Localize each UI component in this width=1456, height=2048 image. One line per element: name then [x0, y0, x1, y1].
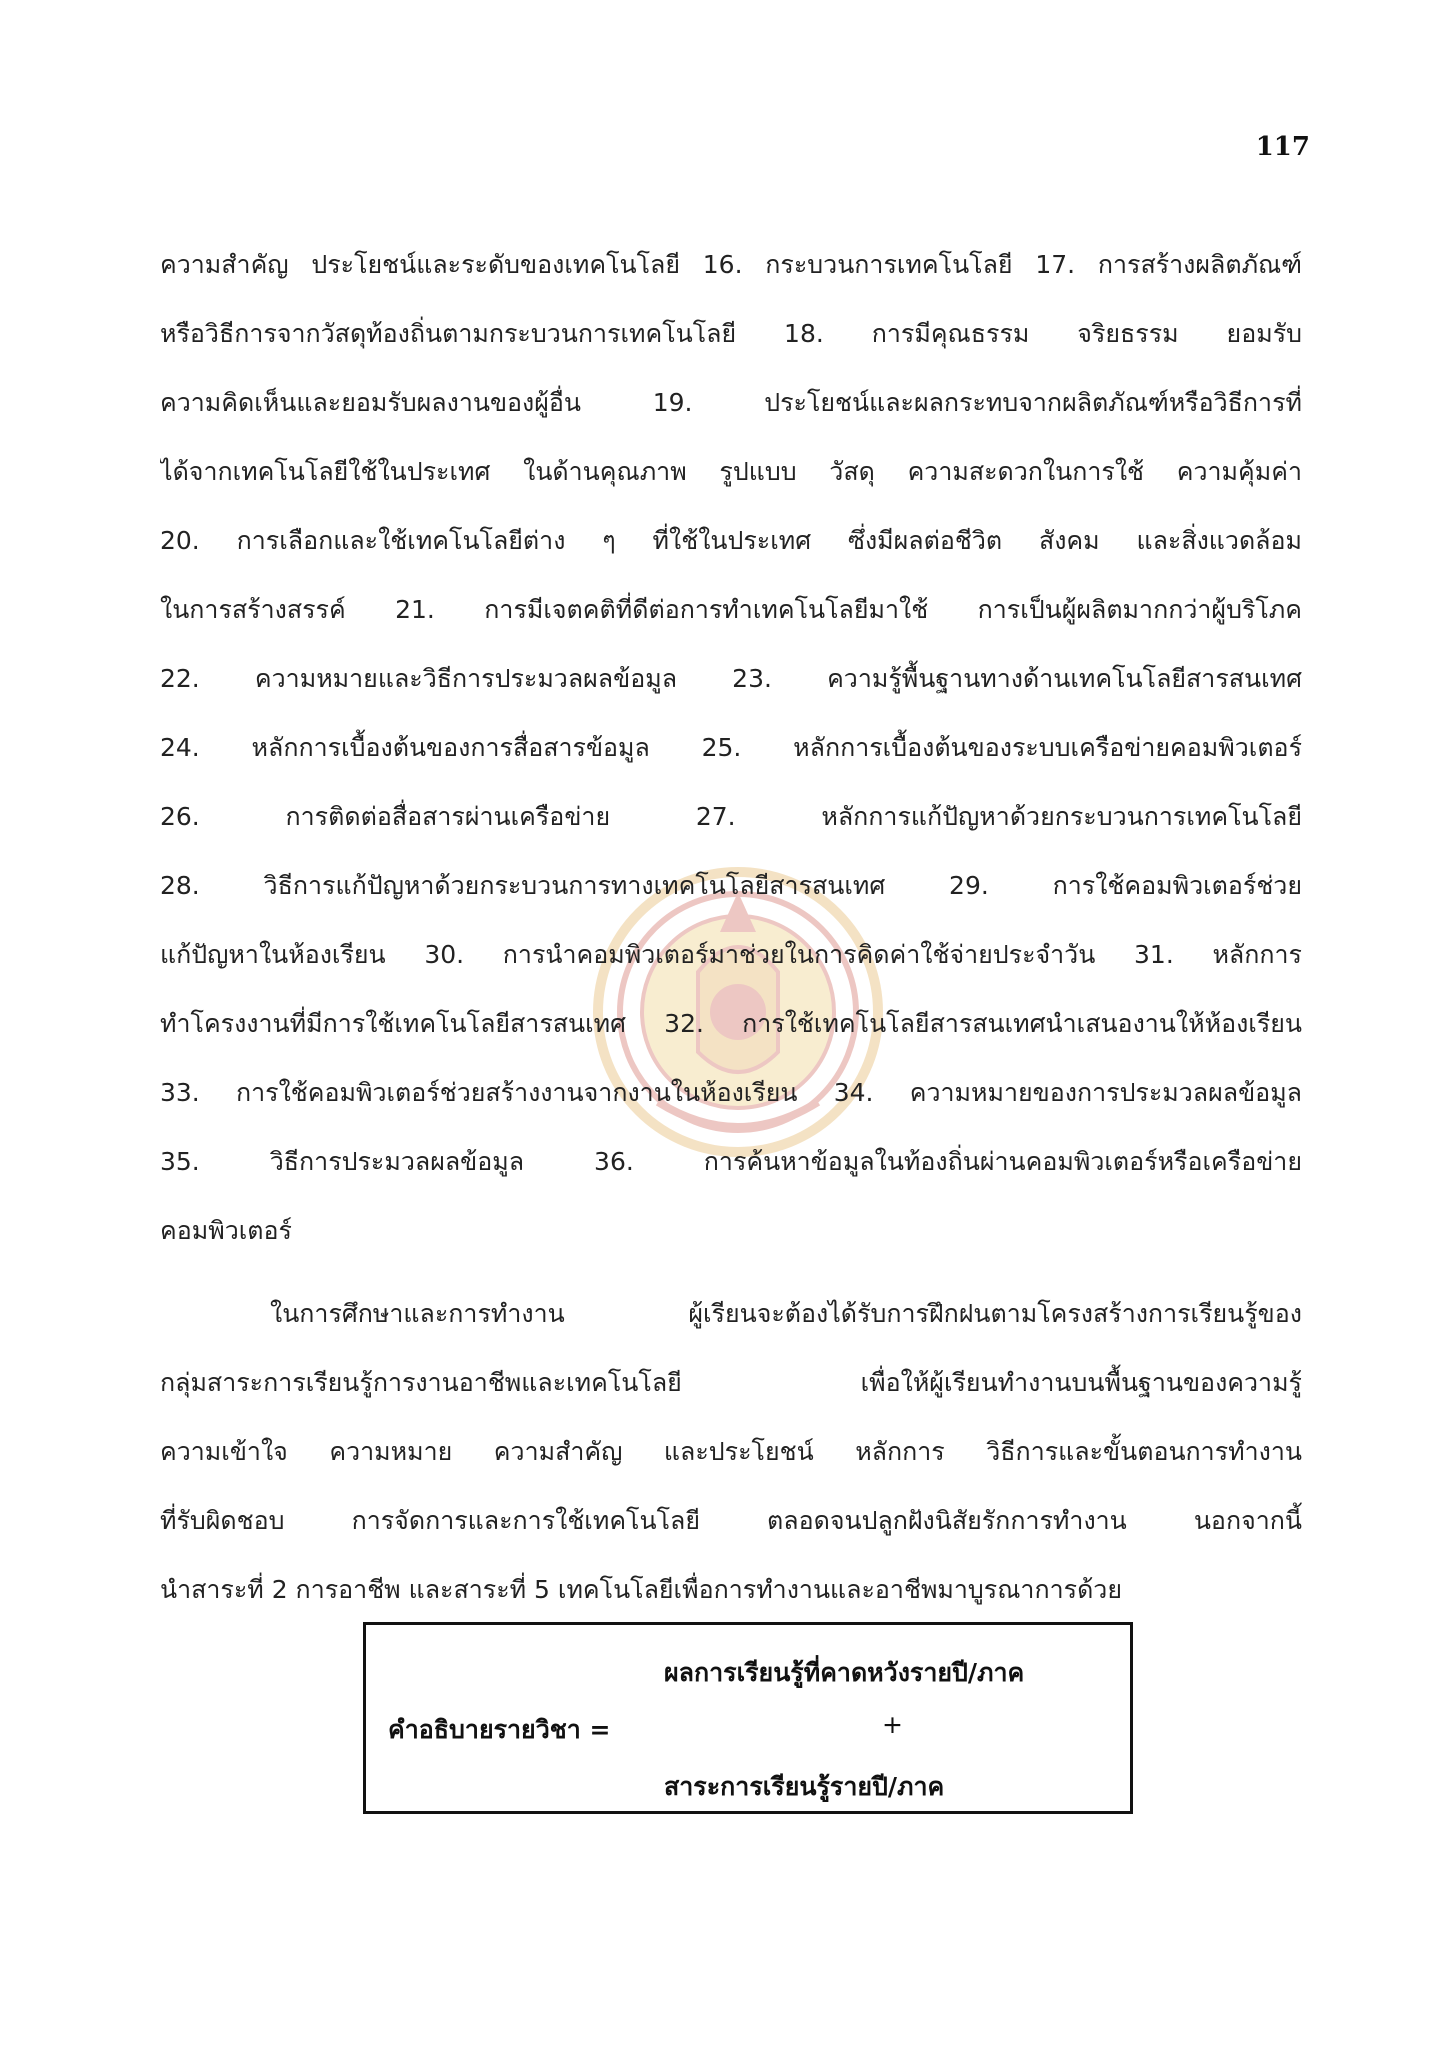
text-line: ความคิดเห็นและยอมรับผลงานของผู้อื่น 19. ประโยชน์และผลกระทบจากผลิตภัณฑ์หรือวิธีการที่ [160, 388, 1302, 417]
paragraph-1 [160, 230, 1302, 1265]
formula-lhs: คำอธิบายรายวิชา = [388, 1715, 611, 1744]
text-line: ทำโครงงานที่มีการใช้เทคโนโลยีสารสนเทศ 32. การใช้เทคโนโลยีสารสนเทศนำเสนองานให้ห้องเรียน [160, 1009, 1302, 1038]
text-line: แก้ปัญหาในห้องเรียน 30. การนำคอมพิวเตอร์มาช่วยในการคิดค่าใช้จ่ายประจำวัน 31. หลักการ [160, 940, 1302, 969]
formula-top-term: ผลการเรียนรู้ที่คาดหวังรายปี/ภาค [664, 1658, 1025, 1687]
text-line: ในการศึกษาและการทำงาน ผู้เรียนจะต้องได้รับการฝึกฝนตามโครงสร้างการเรียนรู้ของ [270, 1299, 1302, 1328]
text-line: คอมพิวเตอร์ [160, 1216, 292, 1245]
text-line: ได้จากเทคโนโลยีใช้ในประเทศ ในด้านคุณภาพ รูปแบบ วัสดุ ความสะดวกในการใช้ ความคุ้มค่า [160, 457, 1302, 486]
body-text [160, 230, 1302, 1624]
text-line: ที่รับผิดชอบ การจัดการและการใช้เทคโนโลยี ตลอดจนปลูกฝังนิสัยรักการทำงาน นอกจากนี้ [160, 1506, 1302, 1535]
formula-bottom-term: สาระการเรียนรู้รายปี/ภาค [664, 1772, 945, 1801]
text-line: 26. การติดต่อสื่อสารผ่านเครือข่าย 27. หลักการแก้ปัญหาด้วยกระบวนการเทคโนโลยี [160, 802, 1302, 831]
page-number: 117 [1255, 132, 1310, 162]
text-line: 35. วิธีการประมวลผลข้อมูล 36. การค้นหาข้อมูลในท้องถิ่นผ่านคอมพิวเตอร์หรือเครือข่าย [160, 1147, 1302, 1176]
formula-box [363, 1622, 1133, 1814]
text-line: นำสาระที่ 2 การอาชีพ และสาระที่ 5 เทคโนโลยีเพื่อการทำงานและอาชีพมาบูรณาการด้วย [160, 1575, 1122, 1604]
text-line: ความสำคัญ ประโยชน์และระดับของเทคโนโลยี 16. กระบวนการเทคโนโลยี 17. การสร้างผลิตภัณฑ์ [160, 250, 1302, 279]
text-line: กลุ่มสาระการเรียนรู้การงานอาชีพและเทคโนโลยี เพื่อให้ผู้เรียนทำงานบนพื้นฐานของความรู้ [160, 1368, 1302, 1397]
text-line: ในการสร้างสรรค์ 21. การมีเจตคติที่ดีต่อการทำเทคโนโลยีมาใช้ การเป็นผู้ผลิตมากกว่าผู้บริโภค [160, 595, 1302, 624]
formula-plus: + [882, 1710, 903, 1739]
text-line: 22. ความหมายและวิธีการประมวลผลข้อมูล 23. ความรู้พื้นฐานทางด้านเทคโนโลยีสารสนเทศ [160, 664, 1302, 693]
text-line: ความเข้าใจ ความหมาย ความสำคัญ และประโยชน์ หลักการ วิธีการและขั้นตอนการทำงาน [160, 1437, 1302, 1466]
text-line: 20. การเลือกและใช้เทคโนโลยีต่าง ๆ ที่ใช้ในประเทศ ซึ่งมีผลต่อชีวิต สังคม และสิ่งแวดล้อม [160, 526, 1302, 555]
paragraph-2 [160, 1279, 1302, 1624]
text-line: 28. วิธีการแก้ปัญหาด้วยกระบวนการทางเทคโนโลยีสารสนเทศ 29. การใช้คอมพิวเตอร์ช่วย [160, 871, 1302, 900]
text-line: 24. หลักการเบื้องต้นของการสื่อสารข้อมูล 25. หลักการเบื้องต้นของระบบเครือข่ายคอมพิวเตอร์ [160, 733, 1302, 762]
text-line: หรือวิธีการจากวัสดุท้องถิ่นตามกระบวนการเทคโนโลยี 18. การมีคุณธรรม จริยธรรม ยอมรับ [160, 319, 1302, 348]
text-line: 33. การใช้คอมพิวเตอร์ช่วยสร้างงานจากงานในห้องเรียน 34. ความหมายของการประมวลผลข้อมูล [160, 1078, 1302, 1107]
